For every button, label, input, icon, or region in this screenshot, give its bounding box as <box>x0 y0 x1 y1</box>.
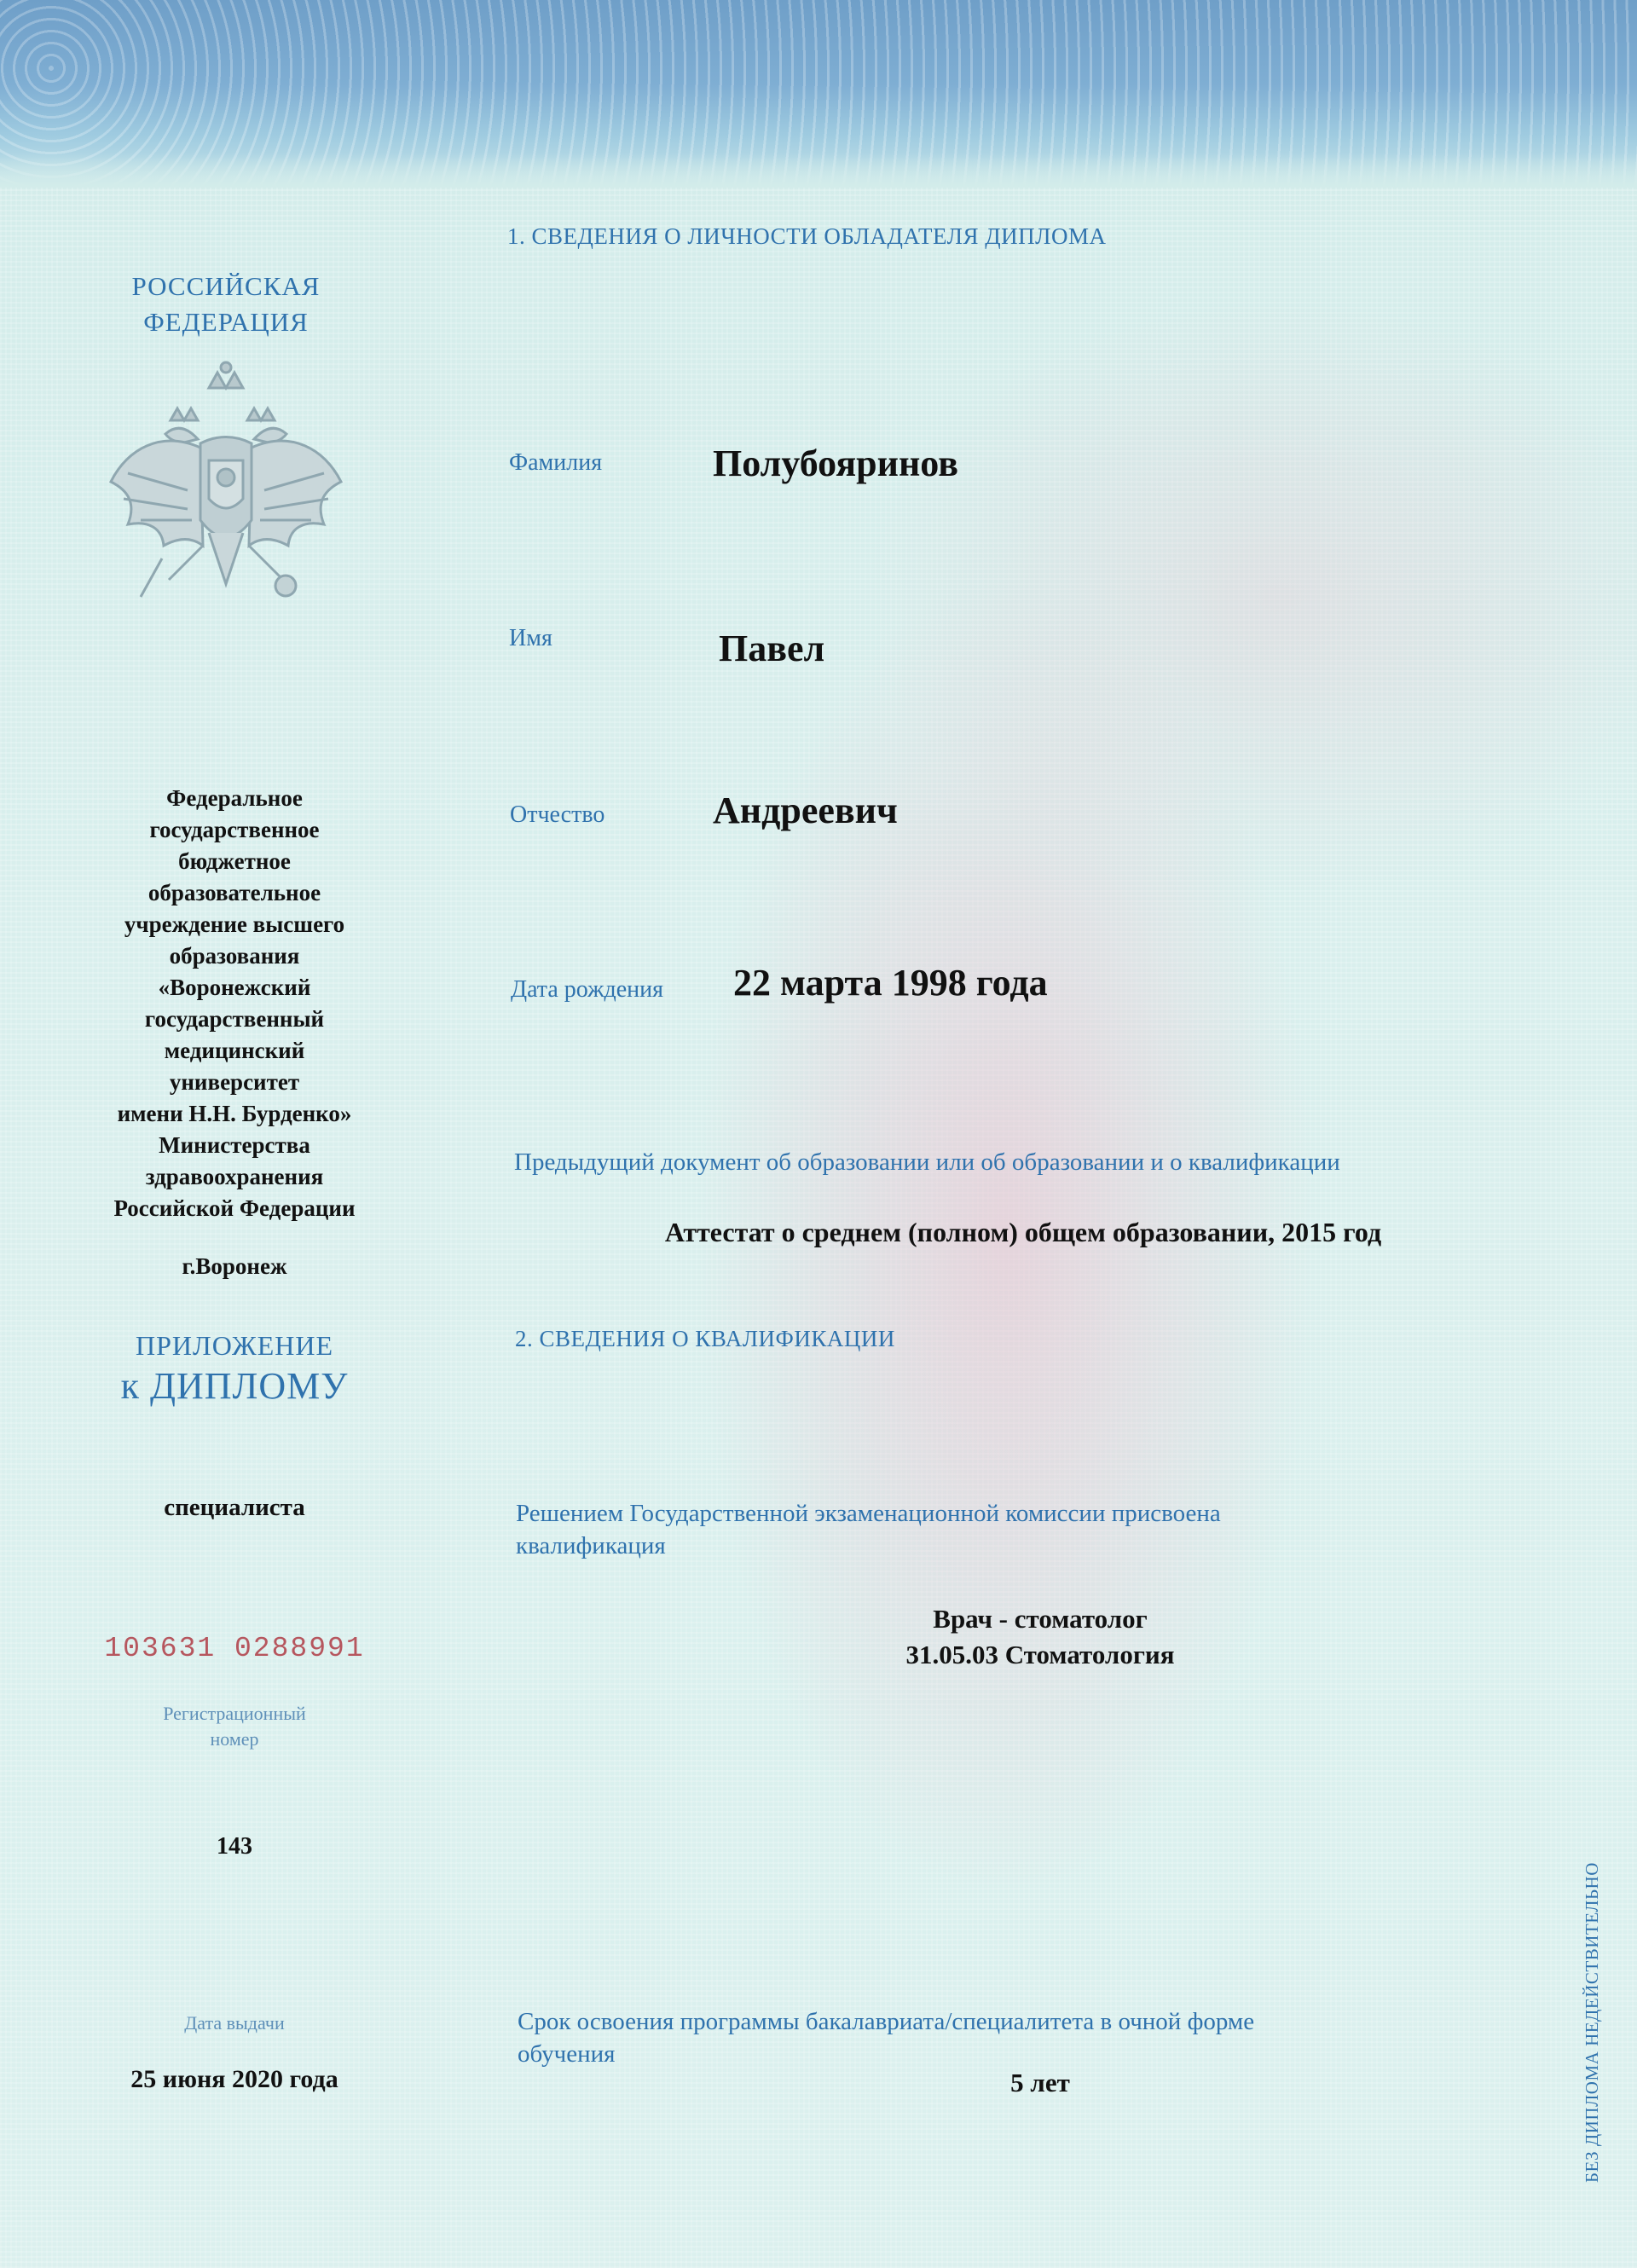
country-name <box>77 269 375 340</box>
serial-number: 103631 0288991 <box>104 1633 365 1664</box>
validity-note-vertical: БЕЗ ДИПЛОМА НЕДЕЙСТВИТЕЛЬНО <box>1582 1862 1602 2183</box>
birth-date-value: 22 марта 1998 года <box>733 962 1048 1004</box>
appendix-title-line1: ПРИЛОЖЕНИЕ <box>135 1330 333 1361</box>
registration-number-label <box>77 1701 392 1752</box>
program-duration-value: 5 лет <box>1010 2068 1070 2097</box>
surname-value: Полубояринов <box>713 443 958 484</box>
institution-line: бюджетное <box>178 848 291 874</box>
institution-line: здравоохранения <box>145 1164 324 1189</box>
birth-date-label: Дата рождения <box>511 976 663 1003</box>
institution-line: государственное <box>149 817 320 842</box>
section-1-title: 1. СВЕДЕНИЯ О ЛИЧНОСТИ ОБЛАДАТЕЛЯ ДИПЛОМА <box>507 223 1107 249</box>
degree-level: специалиста <box>164 1494 305 1521</box>
institution-line: учреждение высшего <box>124 911 345 937</box>
registration-number: 143 <box>217 1833 252 1860</box>
name-value: Павел <box>719 628 825 669</box>
decision-line: Решением Государственной экзаменационной комиссии присвоена <box>516 1500 1221 1527</box>
institution-line: имени Н.Н. Бурденко» <box>117 1101 352 1126</box>
previous-document-value: Аттестат о среднем (полном) общем образовании, 2015 год <box>664 1217 1382 1247</box>
section-2-title: 2. СВЕДЕНИЯ О КВАЛИФИКАЦИИ <box>515 1326 895 1351</box>
issue-date-label: Дата выдачи <box>184 2012 285 2034</box>
city: г.Воронеж <box>182 1253 287 1279</box>
previous-document-label: Предыдущий документ об образовании или об образовании и о квалификации <box>514 1148 1340 1176</box>
institution-line: государственный <box>144 1006 325 1032</box>
patronymic-value: Андреевич <box>713 790 898 831</box>
institution-line: Федеральное <box>166 785 303 811</box>
reg-label-line: Регистрационный <box>163 1703 306 1724</box>
qualification-decision-label <box>516 1497 1454 1562</box>
institution-line: университет <box>169 1069 300 1095</box>
country-line: РОССИЙСКАЯ <box>131 271 321 301</box>
country-line: ФЕДЕРАЦИЯ <box>143 307 309 337</box>
institution-line: «Воронежский <box>158 975 311 1000</box>
issue-date: 25 июня 2020 года <box>130 2065 338 2093</box>
institution-line: Министерства <box>159 1132 310 1158</box>
patronymic-label: Отчество <box>510 801 605 828</box>
surname-label: Фамилия <box>509 449 603 476</box>
appendix-title-line2: к ДИПЛОМУ <box>120 1365 349 1407</box>
institution-line: образования <box>169 943 300 969</box>
qualification-line: 31.05.03 Стоматология <box>905 1640 1175 1669</box>
institution-line: медицинский <box>164 1038 305 1063</box>
decision-line: квалификация <box>516 1532 666 1559</box>
duration-line: Срок освоения программы бакалавриата/специалитета в очной форме <box>518 2008 1255 2035</box>
institution-line: образовательное <box>148 880 321 905</box>
duration-line: обучения <box>518 2040 616 2068</box>
reg-label-line: номер <box>210 1728 259 1750</box>
decorative-top-band <box>0 0 1637 188</box>
institution-line: Российской Федерации <box>113 1195 356 1221</box>
qualification-value <box>767 1601 1313 1673</box>
double-headed-eagle-emblem-icon <box>102 354 350 618</box>
name-label: Имя <box>509 625 552 651</box>
qualification-line: Врач - стоматолог <box>933 1604 1148 1634</box>
institution-name <box>77 783 392 1224</box>
program-duration-label <box>518 2005 1489 2070</box>
